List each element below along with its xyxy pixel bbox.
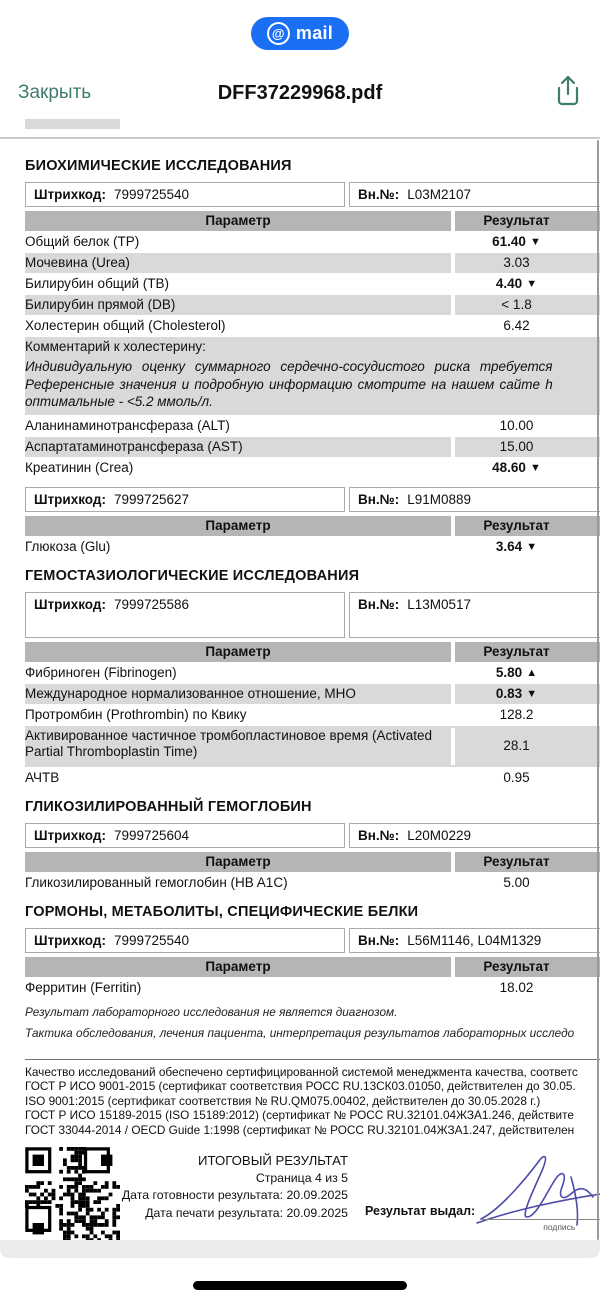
barcode-label: Штрихкод: [34, 932, 106, 948]
table-row [25, 537, 600, 558]
result-number: 3.64 [495, 538, 523, 554]
signature-line [481, 1219, 600, 1220]
result-column-header: Результат [451, 516, 600, 536]
result-number: 5.80 [495, 664, 523, 680]
comment-line: Индивидуальную оценку суммарного сердечно-сосудистого риска требуется [25, 359, 553, 374]
signature-caption: подпись [543, 1222, 576, 1233]
result-value [451, 232, 600, 252]
barcode-row [25, 487, 600, 512]
brand-badge-row [0, 0, 600, 66]
result-value [451, 416, 600, 436]
quality-line: Качество исследований обеспечено сертифицированной системой менеджмента качества, соответс [25, 1064, 578, 1079]
param-name: Протромбин (Prothrombin) по Квику [25, 706, 247, 722]
table-row [25, 873, 600, 894]
final-result-title: ИТОГОВЫЙ РЕЗУЛЬТАТ [198, 1153, 348, 1169]
internal-number-label: Вн.№: [358, 827, 400, 843]
result-number: 3.03 [503, 255, 530, 270]
results-table [25, 642, 600, 789]
result-value [451, 978, 600, 998]
result-value [451, 663, 600, 683]
result-number: 15.00 [499, 438, 534, 454]
barcode-row [25, 182, 600, 207]
barcode-label: Штрихкод: [34, 827, 106, 843]
result-value [451, 684, 600, 704]
viewer-bottom-strip [0, 1240, 600, 1258]
internal-number-box [349, 823, 600, 848]
result-number: 0.95 [503, 769, 530, 785]
result-value [451, 873, 600, 893]
comment-line: Референсные значения и подробную информацию смотрите на нашем сайте h [25, 376, 553, 392]
mail-app-badge [251, 17, 349, 50]
table-header-row [25, 642, 600, 663]
ready-date: Дата готовности результата: 20.09.2025 [121, 1188, 348, 1203]
result-column-header: Результат [451, 211, 600, 231]
barcode-row [25, 823, 600, 848]
table-row [25, 705, 600, 726]
result-value [451, 458, 600, 478]
table-row [25, 253, 600, 274]
comment-body [25, 357, 600, 416]
internal-number-value: L20M0229 [407, 827, 472, 843]
previous-content-sliver [25, 119, 120, 129]
internal-number-value: L56M1146, L04M1329 [407, 932, 542, 948]
table-row [25, 274, 600, 295]
param-name: Ферритин (Ferritin) [25, 979, 142, 995]
internal-number-label: Вн.№: [358, 491, 400, 507]
signature-zone [475, 1147, 600, 1247]
param-name: Гликозилированный гемоглобин (HB A1C) [25, 874, 288, 890]
signature-image [475, 1147, 600, 1247]
result-number: 18.02 [499, 979, 534, 995]
results-table [25, 852, 600, 894]
param-name: Билирубин общий (TB) [25, 276, 169, 291]
result-column-header: Результат [451, 852, 600, 872]
result-value [451, 274, 600, 294]
print-date: Дата печати результата: 20.09.2025 [145, 1205, 348, 1220]
result-number: 48.60 [492, 459, 526, 475]
table-row [25, 316, 600, 337]
result-value [451, 316, 600, 336]
comment-line: оптимальные - <5.2 ммоль/л. [25, 394, 213, 409]
pdf-page-content[interactable] [0, 139, 600, 1247]
table-row [25, 684, 600, 705]
param-name: Фибриноген (Fibrinogen) [25, 664, 177, 680]
arrow-down-icon: ▼ [526, 540, 538, 553]
internal-number-label: Вн.№: [358, 596, 400, 612]
result-value [451, 537, 600, 557]
param-column-header: Параметр [205, 853, 271, 869]
internal-number-box [349, 928, 600, 953]
result-number: 0.83 [495, 685, 523, 701]
home-indicator[interactable] [193, 1281, 407, 1290]
internal-number-value: L13M0517 [407, 596, 472, 612]
issued-by-label: Результат выдал: [365, 1204, 476, 1219]
result-value [451, 728, 600, 765]
section-heading: ГОРМОНЫ, МЕТАБОЛИТЫ, СПЕЦИФИЧЕСКИЕ БЕЛКИ [25, 903, 419, 920]
param-name: АЧТВ [25, 769, 60, 785]
table-row [25, 768, 600, 789]
brand-badge-label: mail [295, 22, 334, 43]
param-name: Международное нормализованное отношение, МНО [25, 685, 356, 701]
internal-number-value: L03M2107 [407, 187, 472, 202]
quality-line: ISO 9001:2015 (сертификат соответствия № RU.QM075.00402, действителен до 30.05.2028 г.) [25, 1093, 541, 1108]
result-number: 6.42 [503, 318, 530, 333]
param-name: Холестерин общий (Cholesterol) [25, 318, 226, 333]
result-number: 5.00 [503, 874, 530, 890]
internal-number-box [349, 182, 600, 207]
result-value [451, 253, 600, 273]
table-row [25, 663, 600, 684]
table-header-row [25, 211, 600, 232]
barcode-value: 7999725586 [113, 596, 190, 612]
result-value [451, 295, 600, 315]
barcode-box [25, 182, 345, 207]
result-column-header: Результат [451, 642, 600, 662]
section-heading: ГЛИКОЗИЛИРОВАННЫЙ ГЕМОГЛОБИН [25, 798, 312, 815]
at-sign-icon: @ [267, 22, 290, 45]
internal-number-label: Вн.№: [358, 187, 400, 202]
barcode-box [25, 928, 345, 953]
table-row [25, 726, 600, 768]
internal-number-label: Вн.№: [358, 932, 400, 948]
param-name: Мочевина (Urea) [25, 255, 130, 270]
comment-title-row: Комментарий к холестерину: [25, 337, 600, 357]
barcode-label: Штрихкод: [34, 187, 106, 202]
arrow-down-icon: ▼ [526, 687, 538, 700]
barcode-value: 7999725627 [113, 491, 190, 507]
document-title: DFF37229968.pdf [217, 81, 383, 104]
barcode-box [25, 823, 345, 848]
barcode-row [25, 928, 600, 953]
result-value [451, 705, 600, 725]
disclaimer-line: Результат лабораторного исследования не является диагнозом. [25, 1004, 398, 1019]
result-number: 128.2 [499, 706, 534, 722]
close-button[interactable]: Закрыть [18, 82, 92, 103]
result-number: 10.00 [499, 417, 534, 433]
table-row [25, 232, 600, 253]
barcode-box [25, 592, 345, 638]
param-name: Аспартатаминотрансфераза (AST) [25, 438, 243, 454]
result-number: < 1.8 [501, 297, 532, 312]
disclaimer-line: Тактика обследования, лечения пациента, интерпретация результатов лабораторных исследо [25, 1026, 575, 1040]
table-header-row [25, 957, 600, 978]
internal-number-box [349, 487, 600, 512]
param-name: Аланинаминотрансфераза (ALT) [25, 417, 230, 433]
result-value [451, 768, 600, 788]
barcode-value: 7999725604 [113, 827, 190, 843]
quality-line: ГОСТ Р ИСО 9001-2015 (сертификат соответствия РОСС RU.13СК03.01050, действителен до 30.05. [25, 1079, 576, 1094]
qr-code[interactable] [25, 1147, 120, 1242]
table-row [25, 458, 600, 479]
param-name: Глюкоза (Glu) [25, 538, 111, 554]
param-name: Билирубин прямой (DB) [25, 297, 176, 312]
result-number: 28.1 [503, 737, 530, 753]
quality-block [25, 1065, 600, 1138]
param-column-header: Параметр [205, 517, 271, 533]
param-name: Активированное частичное тромбопластиновое время (Activated Partial Thromboplastin Time) [25, 727, 433, 759]
share-button[interactable] [554, 74, 582, 113]
result-column-header: Результат [451, 957, 600, 977]
internal-number-box [349, 592, 600, 638]
barcode-label: Штрихкод: [34, 491, 106, 507]
param-column-header: Параметр [205, 213, 271, 228]
result-value [451, 437, 600, 457]
table-header-row [25, 852, 600, 873]
barcode-row [25, 592, 600, 638]
internal-number-value: L91M0889 [407, 491, 472, 507]
navigation-bar [0, 66, 600, 120]
table-row [25, 416, 600, 437]
barcode-value: 7999725540 [113, 187, 190, 202]
table-row [25, 295, 600, 316]
quality-line: ГОСТ 33044-2014 / OECD Guide 1:1998 (сертификат № РОСС RU.32101.04ЖЗА1.247, действителен [25, 1122, 575, 1137]
section-heading: БИОХИМИЧЕСКИЕ ИССЛЕДОВАНИЯ [25, 158, 292, 174]
share-icon [554, 74, 582, 108]
result-summary-block [120, 1147, 348, 1247]
param-column-header: Параметр [205, 958, 271, 974]
arrow-down-icon: ▼ [529, 236, 541, 248]
page-number: Страница 4 из 5 [255, 1170, 348, 1185]
result-number: 4.40 [495, 276, 523, 291]
result-number: 61.40 [492, 234, 526, 249]
barcode-box [25, 487, 345, 512]
results-table [25, 211, 600, 479]
param-name: Общий белок (TP) [25, 234, 140, 249]
barcode-label: Штрихкод: [34, 596, 106, 612]
param-column-header: Параметр [205, 643, 271, 659]
scrollbar[interactable] [597, 140, 599, 1240]
section-heading: ГЕМОСТАЗИОЛОГИЧЕСКИЕ ИССЛЕДОВАНИЯ [25, 567, 360, 584]
barcode-value: 7999725540 [113, 932, 190, 948]
table-row [25, 978, 600, 999]
arrow-down-icon: ▼ [526, 278, 538, 290]
separator-rule [25, 1059, 600, 1060]
table-header-row [25, 516, 600, 537]
table-row [25, 437, 600, 458]
qr-code-image [25, 1147, 120, 1242]
quality-line: ГОСТ Р ИСО 15189-2015 (ISO 15189:2012) (сертификат № РОСС RU.32101.04ЖЗА1.246, действите [25, 1108, 574, 1123]
results-table [25, 957, 600, 999]
param-name: Креатинин (Crea) [25, 459, 134, 475]
footer-row [25, 1147, 600, 1247]
results-table [25, 516, 600, 558]
arrow-down-icon: ▼ [529, 461, 541, 474]
arrow-up-icon: ▲ [526, 666, 538, 679]
